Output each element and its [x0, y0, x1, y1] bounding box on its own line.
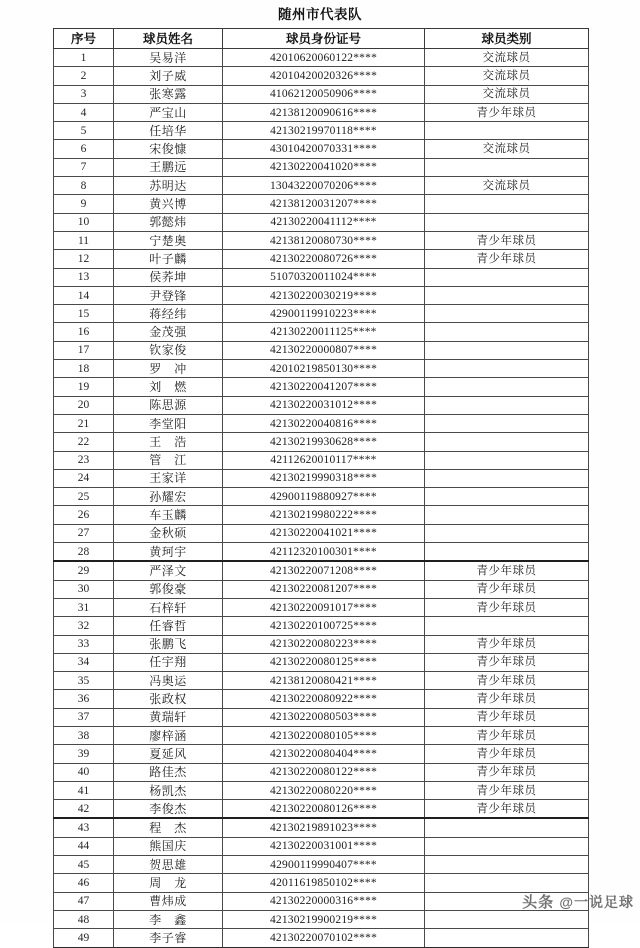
cell-category — [425, 856, 589, 874]
cell-id: 42130220080105**** — [223, 726, 425, 744]
cell-id: 42130220031001**** — [223, 837, 425, 855]
cell-id: 43010420070331**** — [223, 140, 425, 158]
cell-category: 青少年球员 — [425, 635, 589, 653]
cell-id: 42130219930628**** — [223, 433, 425, 451]
table-row — [54, 763, 589, 781]
cell-index: 39 — [54, 745, 114, 763]
table-row — [54, 378, 589, 396]
cell-name: 苏明达 — [114, 177, 223, 195]
cell-category — [425, 524, 589, 542]
table-row — [54, 892, 589, 910]
column-header-category: 球员类别 — [425, 29, 589, 49]
cell-category: 交流球员 — [425, 177, 589, 195]
cell-category — [425, 818, 589, 837]
cell-id: 42112620010117**** — [223, 451, 425, 469]
cell-id: 42130220080922**** — [223, 690, 425, 708]
table-row — [54, 177, 589, 195]
table-row — [54, 837, 589, 855]
cell-category — [425, 451, 589, 469]
table-row — [54, 635, 589, 653]
cell-name: 金茂强 — [114, 323, 223, 341]
cell-id: 42130220080726**** — [223, 250, 425, 268]
cell-name: 黄珂宇 — [114, 543, 223, 562]
cell-id: 51070320011024**** — [223, 268, 425, 286]
table-row — [54, 818, 589, 837]
cell-index: 17 — [54, 341, 114, 359]
cell-name: 陈思源 — [114, 396, 223, 414]
cell-index: 20 — [54, 396, 114, 414]
cell-category — [425, 360, 589, 378]
cell-category: 青少年球员 — [425, 561, 589, 580]
table-row — [54, 323, 589, 341]
cell-index: 7 — [54, 158, 114, 176]
cell-category: 交流球员 — [425, 67, 589, 85]
table-header — [54, 29, 589, 49]
cell-name: 任培华 — [114, 122, 223, 140]
cell-id: 42130219970118**** — [223, 122, 425, 140]
table-row — [54, 800, 589, 819]
cell-id: 42010219850130**** — [223, 360, 425, 378]
cell-name: 郭俊豪 — [114, 580, 223, 598]
table-row — [54, 140, 589, 158]
table-row — [54, 469, 589, 487]
cell-name: 严宝山 — [114, 103, 223, 121]
cell-name: 任宇翔 — [114, 653, 223, 671]
cell-category: 青少年球员 — [425, 653, 589, 671]
cell-category — [425, 910, 589, 928]
cell-name: 叶子麟 — [114, 250, 223, 268]
cell-name: 宋俊慷 — [114, 140, 223, 158]
cell-name: 张政权 — [114, 690, 223, 708]
cell-index: 4 — [54, 103, 114, 121]
cell-category — [425, 506, 589, 524]
table-row — [54, 561, 589, 580]
cell-category — [425, 414, 589, 432]
watermark-handle: @一说足球 — [559, 894, 634, 910]
cell-name: 李子睿 — [114, 929, 223, 947]
cell-id: 41062120050906**** — [223, 85, 425, 103]
cell-index: 37 — [54, 708, 114, 726]
cell-category: 青少年球员 — [425, 781, 589, 799]
cell-category — [425, 469, 589, 487]
cell-index: 16 — [54, 323, 114, 341]
cell-category: 青少年球员 — [425, 763, 589, 781]
table-row — [54, 781, 589, 799]
cell-id: 42130220091017**** — [223, 598, 425, 616]
cell-category — [425, 488, 589, 506]
table-row — [54, 690, 589, 708]
cell-name: 尹登锋 — [114, 286, 223, 304]
column-header-id: 球员身份证号 — [223, 29, 425, 49]
cell-index: 31 — [54, 598, 114, 616]
cell-name: 侯荞坤 — [114, 268, 223, 286]
cell-index: 42 — [54, 800, 114, 819]
table-row — [54, 305, 589, 323]
cell-category: 青少年球员 — [425, 672, 589, 690]
cell-id: 42130220080126**** — [223, 800, 425, 819]
cell-index: 32 — [54, 617, 114, 635]
page-title: 随州市代表队 — [278, 7, 362, 22]
cell-index: 33 — [54, 635, 114, 653]
table-row — [54, 360, 589, 378]
cell-name: 刘子威 — [114, 67, 223, 85]
cell-index: 13 — [54, 268, 114, 286]
cell-name: 宁楚奥 — [114, 231, 223, 249]
table-row — [54, 67, 589, 85]
roster-table-container — [53, 28, 588, 948]
cell-category — [425, 305, 589, 323]
table-row — [54, 122, 589, 140]
table-row — [54, 672, 589, 690]
cell-id: 42130220080220**** — [223, 781, 425, 799]
cell-id: 42011619850102**** — [223, 874, 425, 892]
cell-name: 李堂阳 — [114, 414, 223, 432]
cell-name: 王 浩 — [114, 433, 223, 451]
cell-index: 45 — [54, 856, 114, 874]
table-row — [54, 580, 589, 598]
cell-index: 28 — [54, 543, 114, 562]
cell-name: 路佳杰 — [114, 763, 223, 781]
cell-category: 青少年球员 — [425, 103, 589, 121]
cell-name: 冯奥运 — [114, 672, 223, 690]
table-row — [54, 617, 589, 635]
table-row — [54, 103, 589, 121]
cell-index: 48 — [54, 910, 114, 928]
cell-name: 黄兴博 — [114, 195, 223, 213]
cell-category: 交流球员 — [425, 140, 589, 158]
cell-name: 廖梓涵 — [114, 726, 223, 744]
table-row — [54, 708, 589, 726]
cell-index: 1 — [54, 49, 114, 67]
table-row — [54, 341, 589, 359]
cell-id: 42130220080223**** — [223, 635, 425, 653]
cell-name: 吴易洋 — [114, 49, 223, 67]
cell-name: 钦家俊 — [114, 341, 223, 359]
table-row — [54, 653, 589, 671]
cell-name: 蒋经纬 — [114, 305, 223, 323]
cell-category — [425, 543, 589, 562]
cell-name: 石梓轩 — [114, 598, 223, 616]
cell-name: 张鹏飞 — [114, 635, 223, 653]
cell-index: 44 — [54, 837, 114, 855]
cell-name: 杨凯杰 — [114, 781, 223, 799]
cell-index: 35 — [54, 672, 114, 690]
cell-category — [425, 268, 589, 286]
cell-id: 42010620060122**** — [223, 49, 425, 67]
cell-name: 熊国庆 — [114, 837, 223, 855]
table-row — [54, 874, 589, 892]
cell-category — [425, 158, 589, 176]
cell-id: 42138120080421**** — [223, 672, 425, 690]
cell-index: 29 — [54, 561, 114, 580]
cell-category: 青少年球员 — [425, 580, 589, 598]
table-row — [54, 488, 589, 506]
table-row — [54, 49, 589, 67]
cell-index: 19 — [54, 378, 114, 396]
table-row — [54, 286, 589, 304]
cell-name: 李 鑫 — [114, 910, 223, 928]
cell-name: 王鹏远 — [114, 158, 223, 176]
cell-category — [425, 286, 589, 304]
cell-index: 36 — [54, 690, 114, 708]
cell-id: 42130220011125**** — [223, 323, 425, 341]
cell-index: 18 — [54, 360, 114, 378]
cell-name: 孙耀宏 — [114, 488, 223, 506]
cell-name: 车玉麟 — [114, 506, 223, 524]
cell-name: 罗 冲 — [114, 360, 223, 378]
cell-index: 34 — [54, 653, 114, 671]
cell-index: 6 — [54, 140, 114, 158]
cell-name: 周 龙 — [114, 874, 223, 892]
cell-name: 黄瑞轩 — [114, 708, 223, 726]
table-row — [54, 745, 589, 763]
cell-id: 42130220070102**** — [223, 929, 425, 947]
cell-id: 42130220080503**** — [223, 708, 425, 726]
cell-category: 青少年球员 — [425, 690, 589, 708]
cell-id: 42900119880927**** — [223, 488, 425, 506]
cell-index: 47 — [54, 892, 114, 910]
cell-category — [425, 837, 589, 855]
cell-name: 金秋硕 — [114, 524, 223, 542]
cell-category — [425, 929, 589, 947]
cell-index: 43 — [54, 818, 114, 837]
cell-category: 青少年球员 — [425, 598, 589, 616]
table-row — [54, 414, 589, 432]
cell-id: 42138120080730**** — [223, 231, 425, 249]
table-row — [54, 506, 589, 524]
cell-name: 刘 燃 — [114, 378, 223, 396]
cell-name: 李俊杰 — [114, 800, 223, 819]
table-row — [54, 451, 589, 469]
cell-index: 30 — [54, 580, 114, 598]
cell-id: 42138120031207**** — [223, 195, 425, 213]
cell-category — [425, 617, 589, 635]
player-roster-table — [53, 28, 589, 948]
cell-id: 42130219891023**** — [223, 818, 425, 837]
cell-id: 42130220040816**** — [223, 414, 425, 432]
table-row — [54, 433, 589, 451]
cell-category: 青少年球员 — [425, 231, 589, 249]
cell-category — [425, 122, 589, 140]
cell-id: 42010420020326**** — [223, 67, 425, 85]
watermark-brand: 头条 — [522, 894, 555, 911]
cell-index: 25 — [54, 488, 114, 506]
cell-id: 42130220041207**** — [223, 378, 425, 396]
cell-id: 42138120090616**** — [223, 103, 425, 121]
cell-id: 42130220000316**** — [223, 892, 425, 910]
cell-name: 张寒露 — [114, 85, 223, 103]
table-header-row — [54, 29, 589, 49]
cell-category — [425, 213, 589, 231]
table-row — [54, 268, 589, 286]
cell-index: 21 — [54, 414, 114, 432]
cell-index: 41 — [54, 781, 114, 799]
table-row — [54, 598, 589, 616]
cell-name: 夏延风 — [114, 745, 223, 763]
cell-index: 12 — [54, 250, 114, 268]
cell-index: 11 — [54, 231, 114, 249]
table-row — [54, 929, 589, 947]
cell-index: 5 — [54, 122, 114, 140]
cell-category — [425, 396, 589, 414]
cell-id: 42112320100301**** — [223, 543, 425, 562]
cell-id: 42130219900219**** — [223, 910, 425, 928]
cell-id: 42130220041021**** — [223, 524, 425, 542]
cell-category — [425, 433, 589, 451]
cell-index: 26 — [54, 506, 114, 524]
cell-id: 13043220070206**** — [223, 177, 425, 195]
table-row — [54, 396, 589, 414]
cell-id: 42130220081207**** — [223, 580, 425, 598]
cell-name: 严泽文 — [114, 561, 223, 580]
cell-id: 42130219980222**** — [223, 506, 425, 524]
cell-index: 9 — [54, 195, 114, 213]
table-row — [54, 250, 589, 268]
cell-category: 交流球员 — [425, 85, 589, 103]
cell-index: 14 — [54, 286, 114, 304]
cell-category — [425, 323, 589, 341]
cell-name: 管 江 — [114, 451, 223, 469]
cell-index: 15 — [54, 305, 114, 323]
table-row — [54, 524, 589, 542]
column-header-name: 球员姓名 — [114, 29, 223, 49]
cell-category: 青少年球员 — [425, 708, 589, 726]
cell-name: 贺思雄 — [114, 856, 223, 874]
cell-index: 49 — [54, 929, 114, 947]
cell-id: 42130220080122**** — [223, 763, 425, 781]
table-body — [54, 49, 589, 948]
cell-id: 42130220000807**** — [223, 341, 425, 359]
cell-name: 曹炜成 — [114, 892, 223, 910]
cell-id: 42130219990318**** — [223, 469, 425, 487]
cell-category: 青少年球员 — [425, 250, 589, 268]
cell-category: 青少年球员 — [425, 745, 589, 763]
cell-index: 2 — [54, 67, 114, 85]
cell-category: 青少年球员 — [425, 800, 589, 819]
cell-index: 38 — [54, 726, 114, 744]
cell-category — [425, 378, 589, 396]
cell-index: 22 — [54, 433, 114, 451]
cell-category — [425, 195, 589, 213]
table-row — [54, 213, 589, 231]
cell-category — [425, 874, 589, 892]
cell-id: 42130220041020**** — [223, 158, 425, 176]
cell-id: 42900119910223**** — [223, 305, 425, 323]
cell-id: 42130220041112**** — [223, 213, 425, 231]
cell-index: 3 — [54, 85, 114, 103]
cell-id: 42130220030219**** — [223, 286, 425, 304]
cell-index: 23 — [54, 451, 114, 469]
cell-category — [425, 892, 589, 910]
cell-id: 42900119990407**** — [223, 856, 425, 874]
cell-index: 27 — [54, 524, 114, 542]
cell-category: 青少年球员 — [425, 726, 589, 744]
cell-index: 46 — [54, 874, 114, 892]
cell-index: 24 — [54, 469, 114, 487]
cell-name: 任睿哲 — [114, 617, 223, 635]
table-row — [54, 910, 589, 928]
cell-id: 42130220080125**** — [223, 653, 425, 671]
table-row — [54, 856, 589, 874]
table-row — [54, 158, 589, 176]
table-row — [54, 231, 589, 249]
cell-name: 程 杰 — [114, 818, 223, 837]
cell-id: 42130220031012**** — [223, 396, 425, 414]
table-row — [54, 85, 589, 103]
cell-name: 郭懿炜 — [114, 213, 223, 231]
cell-index: 10 — [54, 213, 114, 231]
cell-category — [425, 341, 589, 359]
column-header-index: 序号 — [54, 29, 114, 49]
cell-index: 8 — [54, 177, 114, 195]
cell-category: 交流球员 — [425, 49, 589, 67]
table-row — [54, 543, 589, 562]
table-row — [54, 195, 589, 213]
cell-id: 42130220071208**** — [223, 561, 425, 580]
cell-id: 42130220100725**** — [223, 617, 425, 635]
cell-id: 42130220080404**** — [223, 745, 425, 763]
cell-name: 王家详 — [114, 469, 223, 487]
cell-index: 40 — [54, 763, 114, 781]
table-row — [54, 726, 589, 744]
